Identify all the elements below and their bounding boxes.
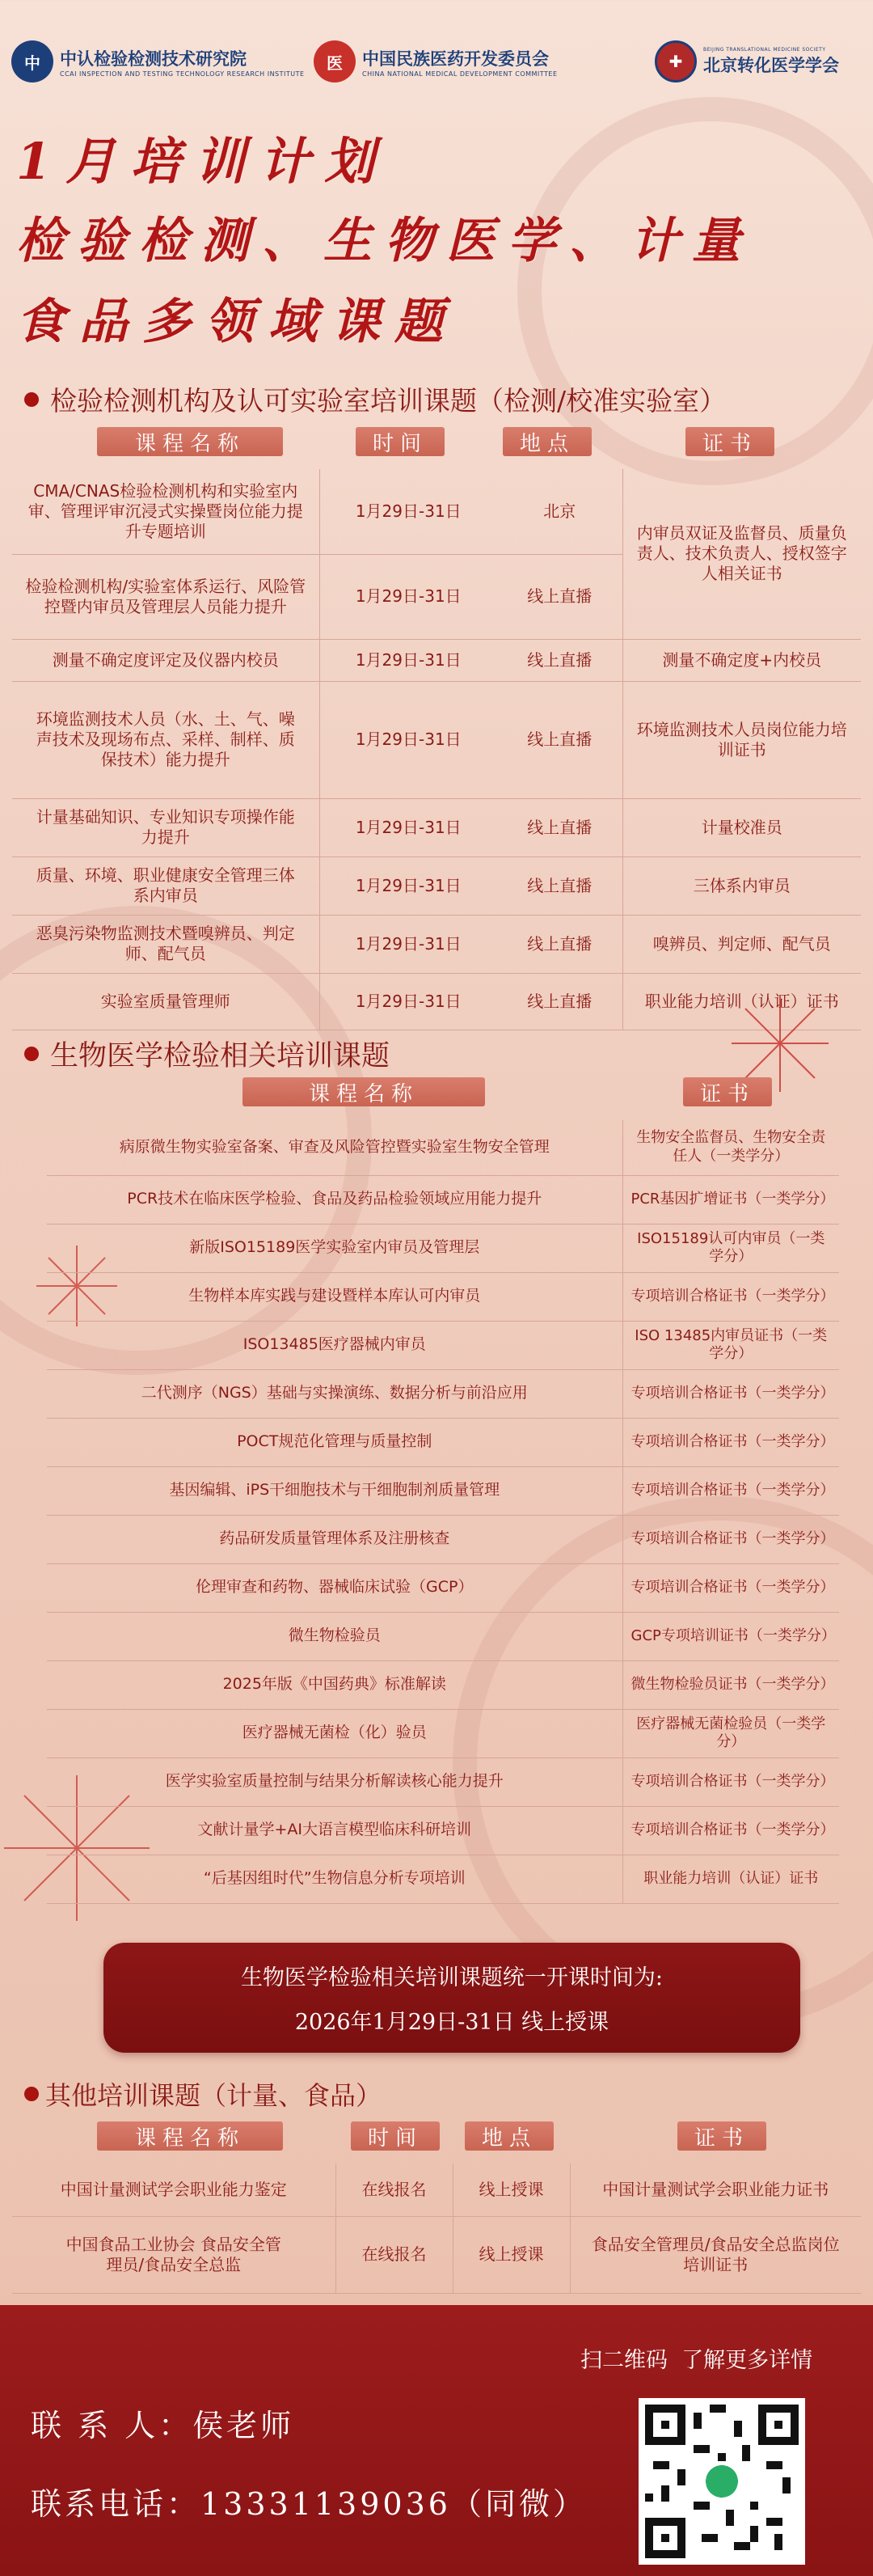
course-cert: 医疗器械无菌检验员（一类学分） — [622, 1709, 839, 1758]
section2-schedule-notice — [103, 1943, 800, 2053]
table-row — [47, 1660, 839, 1709]
course-name: 生物样本库实践与建设暨样本库认可内审员 — [47, 1272, 622, 1321]
course-time: 在线报名 — [335, 2164, 453, 2216]
logo-btms — [655, 40, 839, 82]
ccai-emblem-icon: 中 — [11, 40, 53, 82]
section3-title-text: 其他培训课题（计量、食品） — [45, 2080, 382, 2111]
page-title-fields: 检验检测、生物医学、计量 — [16, 213, 753, 269]
course-time: 1月29日-31日 — [319, 973, 497, 1030]
table-row — [12, 681, 861, 798]
course-time: 在线报名 — [335, 2216, 453, 2293]
table-row — [47, 1120, 839, 1175]
table-row — [47, 1806, 839, 1855]
course-time: 1月29日-31日 — [319, 857, 497, 915]
section2-table — [47, 1120, 839, 1904]
course-place: 线上直播 — [497, 639, 622, 681]
course-name: 实验室质量管理师 — [12, 973, 319, 1030]
course-cert: ISO15189认可内审员（一类学分） — [622, 1224, 839, 1272]
table-row — [12, 798, 861, 857]
table-row — [12, 2164, 861, 2216]
table-row — [12, 2216, 861, 2293]
course-place: 线上直播 — [497, 973, 622, 1030]
course-cert: 专项培训合格证书（一类学分） — [622, 1418, 839, 1466]
notice-line: 生物医学检验相关培训课题统一开课时间为: — [240, 1965, 664, 1990]
course-cert: 专项培训合格证书（一类学分） — [622, 1563, 839, 1612]
course-cert: 测量不确定度+内校员 — [622, 639, 861, 681]
qr-code-icon — [645, 2405, 799, 2558]
course-name: 药品研发质量管理体系及注册核查 — [47, 1515, 622, 1563]
course-name: 环境监测技术人员（水、土、气、噪声技术及现场布点、采样、制样、质保技术）能力提升 — [12, 681, 319, 798]
logo-name: 中认检验检测技术研究院 — [60, 48, 247, 69]
course-cert: 内审员双证及监督员、质量负责人、技术负责人、授权签字人相关证书 — [622, 469, 861, 639]
section3-title — [24, 2075, 382, 2113]
course-cert: GCP专项培训证书（一类学分） — [622, 1612, 839, 1660]
course-place: 线上授课 — [453, 2216, 570, 2293]
course-cert: 专项培训合格证书（一类学分） — [622, 1806, 839, 1855]
course-name: 文献计量学+AI大语言模型临床科研培训 — [47, 1806, 622, 1855]
course-name: PCR技术在临床医学检验、食品及药品检验领域应用能力提升 — [47, 1175, 622, 1224]
course-name: 质量、环境、职业健康安全管理三体系内审员 — [12, 857, 319, 915]
course-name: POCT规范化管理与质量控制 — [47, 1418, 622, 1466]
table-row — [47, 1466, 839, 1515]
table-row — [47, 1515, 839, 1563]
table-row — [12, 915, 861, 973]
course-name: 中国食品工业协会 食品安全管理员/食品安全总监 — [12, 2216, 335, 2293]
course-cert: 专项培训合格证书（一类学分） — [622, 1369, 839, 1418]
header — [0, 0, 873, 129]
section1-title-text: 检验检测机构及认可实验室培训课题（检测/校准实验室） — [50, 385, 727, 417]
section2-header-cert: 证书 — [683, 1077, 772, 1106]
section2-header-course: 课程名称 — [242, 1077, 485, 1106]
table-row — [47, 1418, 839, 1466]
table-row — [47, 1272, 839, 1321]
table-row — [47, 1175, 839, 1224]
qr-code[interactable] — [639, 2398, 805, 2565]
table-row — [47, 1321, 839, 1369]
course-cert: 计量校准员 — [622, 798, 861, 857]
bullet-icon — [24, 1047, 39, 1061]
course-cert: 职业能力培训（认证）证书 — [622, 1855, 839, 1903]
course-cert: 专项培训合格证书（一类学分） — [622, 1272, 839, 1321]
course-name: 中国计量测试学会职业能力鉴定 — [12, 2164, 335, 2216]
course-time: 1月29日-31日 — [319, 681, 497, 798]
course-cert: 生物安全监督员、生物安全责任人（一类学分） — [622, 1120, 839, 1175]
section1-table — [12, 469, 861, 1030]
course-cert: 专项培训合格证书（一类学分） — [622, 1758, 839, 1806]
table-row — [47, 1758, 839, 1806]
course-cert: 中国计量测试学会职业能力证书 — [570, 2164, 861, 2216]
course-name: 二代测序（NGS）基础与实操演练、数据分析与前沿应用 — [47, 1369, 622, 1418]
course-name: 测量不确定度评定及仪器内校员 — [12, 639, 319, 681]
course-name: 医学实验室质量控制与结果分析解读核心能力提升 — [47, 1758, 622, 1806]
section1-title — [24, 380, 726, 418]
section2-title-text: 生物医学检验相关培训课题 — [50, 1040, 390, 1072]
cnmdc-emblem-icon: 医 — [314, 40, 356, 82]
course-time: 1月29日-31日 — [319, 639, 497, 681]
course-name: 2025年版《中国药典》标准解读 — [47, 1660, 622, 1709]
course-cert: ISO 13485内审员证书（一类学分） — [622, 1321, 839, 1369]
logo-ccai — [11, 40, 305, 82]
course-cert: 食品安全管理员/食品安全总监岗位培训证书 — [570, 2216, 861, 2293]
logo-english-name: BEIJING TRANSLATIONAL MEDICINE SOCIETY — [703, 46, 826, 53]
course-time: 1月29日-31日 — [319, 798, 497, 857]
table-row — [47, 1709, 839, 1758]
table-row — [47, 1563, 839, 1612]
section3-header-course: 课程名称 — [97, 2121, 283, 2151]
contact-person: 联 系 人：侯老师 — [31, 2408, 295, 2443]
course-time: 1月29日-31日 — [319, 554, 497, 639]
table-row — [12, 469, 861, 554]
course-name: 基因编辑、iPS干细胞技术与干细胞制剂质量管理 — [47, 1466, 622, 1515]
section3-header-cert: 证书 — [677, 2121, 766, 2151]
course-place: 北京 — [497, 469, 622, 554]
course-place: 线上直播 — [497, 681, 622, 798]
course-name: 恶臭污染物监测技术暨嗅辨员、判定师、配气员 — [12, 915, 319, 973]
section3-header-time: 时间 — [351, 2121, 440, 2151]
course-name: 微生物检验员 — [47, 1612, 622, 1660]
bullet-icon — [24, 392, 39, 407]
table-row — [47, 1855, 839, 1903]
logo-english-name: CCAI INSPECTION AND TESTING TECHNOLOGY RESEARCH INSTITUTE — [60, 70, 305, 78]
course-name: 检验检测机构/实验室体系运行、风险管控暨内审员及管理层人员能力提升 — [12, 554, 319, 639]
course-time: 1月29日-31日 — [319, 469, 497, 554]
course-cert: 职业能力培训（认证）证书 — [622, 973, 861, 1030]
notice-line: 2026年1月29日-31日 线上授课 — [294, 2010, 609, 2035]
logo-english-name: CHINA NATIONAL MEDICAL DEVELOPMENT COMMITTEE — [362, 70, 558, 78]
table-row — [47, 1369, 839, 1418]
course-place: 线上直播 — [497, 857, 622, 915]
course-place: 线上直播 — [497, 554, 622, 639]
page-title-month: 1月培训计划 — [16, 132, 390, 191]
course-cert: 专项培训合格证书（一类学分） — [622, 1515, 839, 1563]
course-name: 病原微生物实验室备案、审查及风险管控暨实验室生物安全管理 — [47, 1120, 622, 1175]
page-title-food: 食品多领域课题 — [16, 294, 458, 350]
logo-cnmdc — [314, 40, 558, 82]
course-place: 线上授课 — [453, 2164, 570, 2216]
qr-scan-hint: 扫二维码 了解更多详情 — [580, 2348, 813, 2373]
course-name: 医疗器械无菌检（化）验员 — [47, 1709, 622, 1758]
section3-table — [12, 2164, 861, 2294]
course-name: CMA/CNAS检验检测机构和实验室内审、管理评审沉浸式实操暨岗位能力提升专题培训 — [12, 469, 319, 554]
section1-header-place: 地点 — [503, 427, 592, 456]
section3-header-place: 地点 — [465, 2121, 554, 2151]
section2-title — [24, 1034, 390, 1074]
course-name: ISO13485医疗器械内审员 — [47, 1321, 622, 1369]
section1-header-cert: 证书 — [685, 427, 774, 456]
table-row — [12, 639, 861, 681]
course-place: 线上直播 — [497, 798, 622, 857]
course-place: 线上直播 — [497, 915, 622, 973]
bullet-icon — [24, 2087, 39, 2101]
course-cert: 三体系内审员 — [622, 857, 861, 915]
btms-emblem-icon: ✚ — [655, 40, 697, 82]
course-name: 计量基础知识、专业知识专项操作能力提升 — [12, 798, 319, 857]
table-row — [47, 1612, 839, 1660]
logo-name: 中国民族医药开发委员会 — [362, 48, 549, 69]
contact-phone[interactable]: 联系电话：13331139036（同微） — [31, 2486, 587, 2522]
table-row — [12, 857, 861, 915]
course-name: 伦理审查和药物、器械临床试验（GCP） — [47, 1563, 622, 1612]
course-time: 1月29日-31日 — [319, 915, 497, 973]
section1-header-time: 时间 — [356, 427, 445, 456]
course-cert: 环境监测技术人员岗位能力培训证书 — [622, 681, 861, 798]
logo-name: 北京转化医学学会 — [703, 54, 839, 75]
course-cert: 专项培训合格证书（一类学分） — [622, 1466, 839, 1515]
table-row — [47, 1224, 839, 1272]
section1-header-course: 课程名称 — [97, 427, 283, 456]
course-cert: 嗅辨员、判定师、配气员 — [622, 915, 861, 973]
course-name: 新版ISO15189医学实验室内审员及管理层 — [47, 1224, 622, 1272]
course-cert: 微生物检验员证书（一类学分） — [622, 1660, 839, 1709]
course-name: “后基因组时代”生物信息分析专项培训 — [47, 1855, 622, 1903]
course-cert: PCR基因扩增证书（一类学分） — [622, 1175, 839, 1224]
